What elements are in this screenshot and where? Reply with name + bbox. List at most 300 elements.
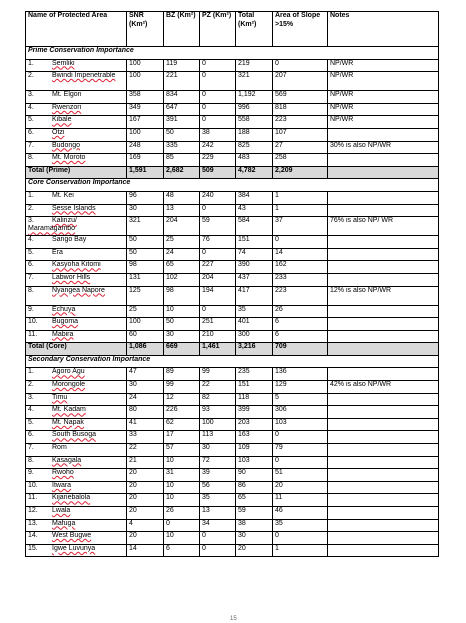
header-bz: BZ (Km²) [164, 12, 200, 47]
header-pz: PZ (Km²) [200, 12, 236, 47]
cell-notes: NP/WR [328, 103, 439, 116]
cell-notes [328, 248, 439, 261]
cell-bz: 10 [164, 456, 200, 469]
protected-area-name-cell [26, 406, 127, 419]
cell-snr: 125 [127, 286, 164, 305]
table-row [26, 154, 439, 167]
protected-area-name-cell [26, 519, 127, 532]
table-row [26, 532, 439, 545]
table-row [26, 469, 439, 482]
cell-slope: 0 [273, 456, 328, 469]
cell-bz: 31 [164, 469, 200, 482]
cell-total: 384 [236, 191, 273, 204]
cell-total: 151 [236, 236, 273, 249]
cell-pz: 0 [200, 544, 236, 557]
cell-total: 65 [236, 494, 273, 507]
protected-area-name-cell [26, 273, 127, 286]
cell-bz: 204 [164, 217, 200, 236]
cell-slope: 1 [273, 204, 328, 217]
cell-slope: 20 [273, 481, 328, 494]
table-row [26, 305, 439, 318]
row-index: 10. [28, 481, 38, 489]
cell-notes [328, 418, 439, 431]
cell-slope: 26 [273, 305, 328, 318]
cell-snr: 20 [127, 469, 164, 482]
table-row [26, 330, 439, 343]
protected-area-name: Kijanebalola [52, 494, 91, 502]
protected-area-name-cell [26, 261, 127, 274]
protected-area-name: Itwara [52, 481, 72, 489]
cell-slope: 37 [273, 217, 328, 236]
cell-bz: 98 [164, 286, 200, 305]
cell-bz: 48 [164, 191, 200, 204]
protected-area-name-cell [26, 444, 127, 457]
section-header-row [26, 355, 439, 368]
cell-total: 74 [236, 248, 273, 261]
cell-notes: NP/WR [328, 72, 439, 91]
cell-slope: 46 [273, 507, 328, 520]
cell-bz: 10 [164, 481, 200, 494]
protected-area-name: Kalinzu/ Maramagambo [28, 217, 77, 233]
cell-slope: 162 [273, 261, 328, 274]
protected-area-name-cell [26, 494, 127, 507]
protected-area-name-cell [26, 72, 127, 91]
protected-area-name-cell [26, 154, 127, 167]
cell-total: 401 [236, 318, 273, 331]
cell-notes [328, 431, 439, 444]
cell-slope: 27 [273, 141, 328, 154]
cell-slope: 14 [273, 248, 328, 261]
cell-bz: 85 [164, 154, 200, 167]
protected-area-name: Nyangea Napore [52, 286, 105, 294]
protected-area-name: Labwor Hills [52, 273, 91, 281]
cell-bz: 834 [164, 91, 200, 104]
total-bz: 669 [164, 343, 200, 356]
table-row [26, 248, 439, 261]
cell-slope: 258 [273, 154, 328, 167]
table-row [26, 519, 439, 532]
cell-snr: 14 [127, 544, 164, 557]
cell-notes [328, 481, 439, 494]
cell-slope: 1 [273, 191, 328, 204]
table-row [26, 431, 439, 444]
table-row [26, 116, 439, 129]
cell-slope: 79 [273, 444, 328, 457]
cell-snr: 20 [127, 481, 164, 494]
row-index: 15. [28, 544, 38, 552]
cell-bz: 10 [164, 494, 200, 507]
cell-pz: 99 [200, 368, 236, 381]
protected-area-name-cell [26, 204, 127, 217]
total-pz: 1,461 [200, 343, 236, 356]
protected-area-name: Echuya [52, 305, 76, 313]
protected-area-name-cell [26, 248, 127, 261]
protected-area-name: Mabira [52, 330, 74, 338]
cell-pz: 229 [200, 154, 236, 167]
cell-snr: 80 [127, 406, 164, 419]
cell-total: 38 [236, 519, 273, 532]
cell-total: 163 [236, 431, 273, 444]
protected-area-name-cell [26, 481, 127, 494]
cell-bz: 26 [164, 507, 200, 520]
protected-area-name-cell [26, 318, 127, 331]
cell-pz: 210 [200, 330, 236, 343]
table-row [26, 141, 439, 154]
row-index: 8. [28, 154, 34, 162]
total-slope: 709 [273, 343, 328, 356]
protected-area-name: Mt. Elgon [52, 91, 82, 99]
protected-area-name: Budongo [52, 141, 81, 149]
table-row [26, 91, 439, 104]
cell-pz: 0 [200, 248, 236, 261]
cell-slope: 103 [273, 418, 328, 431]
cell-snr: 50 [127, 248, 164, 261]
protected-area-name-cell [26, 116, 127, 129]
protected-area-name: Rwenzori [52, 103, 82, 111]
cell-total: 483 [236, 154, 273, 167]
row-index: 14. [28, 532, 38, 540]
row-index: 3. [28, 393, 34, 401]
row-index: 4. [28, 236, 34, 244]
protected-areas-table [25, 11, 439, 557]
cell-bz: 65 [164, 261, 200, 274]
protected-area-name: Kibale [52, 116, 72, 124]
row-index: 5. [28, 116, 34, 124]
total-label: Total (Core) [26, 343, 127, 356]
cell-snr: 20 [127, 507, 164, 520]
protected-area-name: Rwoho [52, 469, 74, 477]
row-index: 11. [28, 330, 38, 338]
section-title: Core Conservation Importance [26, 179, 439, 192]
cell-total: 109 [236, 444, 273, 457]
cell-notes [328, 507, 439, 520]
total-total: 4,782 [236, 166, 273, 179]
cell-pz: 39 [200, 469, 236, 482]
cell-total: 300 [236, 330, 273, 343]
cell-slope: 223 [273, 286, 328, 305]
cell-bz: 25 [164, 236, 200, 249]
cell-bz: 221 [164, 72, 200, 91]
cell-bz: 62 [164, 418, 200, 431]
cell-notes [328, 456, 439, 469]
cell-total: 188 [236, 128, 273, 141]
cell-pz: 38 [200, 128, 236, 141]
cell-bz: 10 [164, 305, 200, 318]
protected-area-name-cell [26, 544, 127, 557]
protected-area-name-cell [26, 191, 127, 204]
cell-snr: 25 [127, 305, 164, 318]
table-row [26, 191, 439, 204]
cell-pz: 0 [200, 103, 236, 116]
section-header-row [26, 179, 439, 192]
total-row [26, 343, 439, 356]
protected-area-name-cell [26, 532, 127, 545]
table-row [26, 72, 439, 91]
cell-slope: 818 [273, 103, 328, 116]
table-row [26, 103, 439, 116]
protected-area-name-cell [26, 469, 127, 482]
row-index: 6. [28, 128, 34, 136]
table-row [26, 406, 439, 419]
cell-pz: 0 [200, 305, 236, 318]
cell-bz: 391 [164, 116, 200, 129]
total-row [26, 166, 439, 179]
row-index: 2. [28, 72, 34, 80]
cell-snr: 96 [127, 191, 164, 204]
protected-area-name-cell [26, 368, 127, 381]
row-index: 7. [28, 141, 34, 149]
cell-slope: 11 [273, 494, 328, 507]
cell-pz: 194 [200, 286, 236, 305]
total-notes [328, 166, 439, 179]
cell-pz: 93 [200, 406, 236, 419]
cell-snr: 20 [127, 494, 164, 507]
cell-snr: 98 [127, 261, 164, 274]
protected-area-name: South Busoga [52, 431, 96, 439]
table-row [26, 217, 439, 236]
cell-bz: 12 [164, 393, 200, 406]
cell-slope: 306 [273, 406, 328, 419]
cell-pz: 56 [200, 481, 236, 494]
table-row [26, 236, 439, 249]
cell-slope: 0 [273, 532, 328, 545]
cell-notes: 76% is also NP/ WR [328, 217, 439, 236]
cell-total: 996 [236, 103, 273, 116]
cell-notes [328, 519, 439, 532]
cell-snr: 22 [127, 444, 164, 457]
protected-area-name-cell [26, 393, 127, 406]
row-index: 9. [28, 469, 34, 477]
cell-bz: 102 [164, 273, 200, 286]
protected-area-name: Lwala [52, 507, 71, 514]
header-notes: Notes [328, 12, 439, 47]
protected-area-name-cell [26, 59, 127, 72]
cell-snr: 169 [127, 154, 164, 167]
protected-area-name: Semliki [52, 59, 75, 67]
row-index: 11. [28, 494, 38, 502]
cell-total: 103 [236, 456, 273, 469]
protected-area-name: Otzi [52, 128, 65, 136]
cell-slope: 107 [273, 128, 328, 141]
cell-pz: 0 [200, 532, 236, 545]
cell-snr: 60 [127, 330, 164, 343]
row-index: 2. [28, 381, 34, 389]
cell-pz: 113 [200, 431, 236, 444]
cell-notes: NP/WR [328, 116, 439, 129]
cell-pz: 240 [200, 191, 236, 204]
cell-snr: 167 [127, 116, 164, 129]
cell-slope: 5 [273, 393, 328, 406]
cell-total: 151 [236, 381, 273, 394]
cell-snr: 24 [127, 393, 164, 406]
cell-bz: 50 [164, 128, 200, 141]
protected-area-name: Timu [52, 393, 68, 401]
protected-area-name: Agoro Agu [52, 368, 85, 376]
cell-total: 437 [236, 273, 273, 286]
table-row [26, 494, 439, 507]
protected-area-name: Bwindi Impenetrable [52, 72, 116, 80]
cell-slope: 51 [273, 469, 328, 482]
row-index: 4. [28, 103, 34, 111]
cell-slope: 0 [273, 236, 328, 249]
cell-total: 584 [236, 217, 273, 236]
section-header-row [26, 47, 439, 60]
cell-pz: 30 [200, 444, 236, 457]
cell-notes [328, 305, 439, 318]
protected-area-name-cell [26, 103, 127, 116]
table-row [26, 381, 439, 394]
cell-slope: 1 [273, 544, 328, 557]
cell-slope: 129 [273, 381, 328, 394]
protected-area-name: Kasagala [52, 456, 82, 464]
cell-bz: 24 [164, 248, 200, 261]
row-index: 5. [28, 248, 34, 256]
table-row [26, 261, 439, 274]
cell-snr: 30 [127, 381, 164, 394]
row-index: 1. [28, 368, 34, 376]
cell-notes: NP/WR [328, 59, 439, 72]
table-row [26, 128, 439, 141]
cell-bz: 89 [164, 368, 200, 381]
cell-notes [328, 406, 439, 419]
cell-pz: 72 [200, 456, 236, 469]
row-index: 7. [28, 444, 34, 452]
protected-area-name: Mt. Moroto [52, 154, 86, 162]
cell-total: 30 [236, 532, 273, 545]
cell-snr: 47 [127, 368, 164, 381]
section-title: Prime Conservation Importance [26, 47, 439, 60]
cell-bz: 647 [164, 103, 200, 116]
section-title: Secondary Conservation Importance [26, 355, 439, 368]
cell-pz: 13 [200, 507, 236, 520]
protected-area-name-cell [26, 128, 127, 141]
cell-total: 1,192 [236, 91, 273, 104]
header-total: Total (Km²) [236, 12, 273, 47]
cell-total: 321 [236, 72, 273, 91]
cell-bz: 119 [164, 59, 200, 72]
total-total: 3,216 [236, 343, 273, 356]
table-row [26, 318, 439, 331]
cell-total: 20 [236, 544, 273, 557]
cell-bz: 30 [164, 330, 200, 343]
cell-pz: 242 [200, 141, 236, 154]
cell-notes [328, 368, 439, 381]
row-index: 12. [28, 507, 38, 514]
cell-slope: 207 [273, 72, 328, 91]
cell-pz: 22 [200, 381, 236, 394]
header-row [26, 12, 439, 47]
cell-total: 235 [236, 368, 273, 381]
table-row [26, 507, 439, 520]
cell-pz: 0 [200, 91, 236, 104]
cell-pz: 0 [200, 204, 236, 217]
row-index: 5. [28, 418, 34, 426]
protected-area-name: Bugoma [52, 318, 79, 326]
cell-snr: 100 [127, 318, 164, 331]
cell-notes [328, 444, 439, 457]
cell-pz: 0 [200, 72, 236, 91]
cell-notes [328, 393, 439, 406]
cell-bz: 17 [164, 431, 200, 444]
cell-pz: 34 [200, 519, 236, 532]
cell-notes [328, 330, 439, 343]
protected-area-name: Era [52, 248, 63, 256]
cell-pz: 204 [200, 273, 236, 286]
cell-pz: 251 [200, 318, 236, 331]
cell-slope: 0 [273, 431, 328, 444]
cell-bz: 13 [164, 204, 200, 217]
cell-snr: 321 [127, 217, 164, 236]
cell-slope: 233 [273, 273, 328, 286]
cell-slope: 136 [273, 368, 328, 381]
table-row [26, 59, 439, 72]
protected-area-name: Mafuga [52, 519, 76, 527]
protected-area-name: Sango Bay [52, 236, 87, 244]
cell-notes: 30% is also NP/WR [328, 141, 439, 154]
cell-slope: 223 [273, 116, 328, 129]
protected-area-name: Rom [52, 444, 67, 452]
protected-area-name: Igwe Luvunya [52, 544, 96, 552]
cell-notes [328, 494, 439, 507]
row-index: 10. [28, 318, 38, 326]
row-index: 3. [28, 217, 34, 225]
cell-total: 86 [236, 481, 273, 494]
cell-total: 35 [236, 305, 273, 318]
cell-pz: 100 [200, 418, 236, 431]
cell-pz: 0 [200, 116, 236, 129]
header-name: Name of Protected Area [26, 12, 127, 47]
cell-total: 203 [236, 418, 273, 431]
protected-area-name-cell [26, 431, 127, 444]
protected-area-name-cell [26, 418, 127, 431]
row-index: 2. [28, 204, 34, 212]
row-index: 6. [28, 431, 34, 439]
row-index: 4. [28, 406, 34, 414]
cell-notes [328, 273, 439, 286]
cell-snr: 4 [127, 519, 164, 532]
cell-bz: 335 [164, 141, 200, 154]
table-row [26, 393, 439, 406]
cell-snr: 21 [127, 456, 164, 469]
table-row [26, 368, 439, 381]
cell-notes [328, 128, 439, 141]
cell-pz: 76 [200, 236, 236, 249]
cell-pz: 82 [200, 393, 236, 406]
cell-pz: 59 [200, 217, 236, 236]
total-pz: 509 [200, 166, 236, 179]
table-row [26, 444, 439, 457]
row-index: 3. [28, 91, 34, 99]
table-row [26, 481, 439, 494]
cell-notes: NP/WR [328, 91, 439, 104]
total-slope: 2,209 [273, 166, 328, 179]
cell-notes [328, 204, 439, 217]
total-snr: 1,591 [127, 166, 164, 179]
row-index: 6. [28, 261, 34, 269]
cell-snr: 100 [127, 72, 164, 91]
protected-area-name-cell [26, 91, 127, 104]
cell-notes: 12% is also NP/WR [328, 286, 439, 305]
cell-total: 90 [236, 469, 273, 482]
protected-area-name: West Bugwe [52, 532, 92, 540]
row-index: 8. [28, 456, 34, 464]
cell-snr: 358 [127, 91, 164, 104]
cell-snr: 248 [127, 141, 164, 154]
protected-area-name: Mt. Kadam [52, 406, 86, 414]
total-label: Total (Prime) [26, 166, 127, 179]
protected-area-name-cell [26, 141, 127, 154]
cell-bz: 226 [164, 406, 200, 419]
